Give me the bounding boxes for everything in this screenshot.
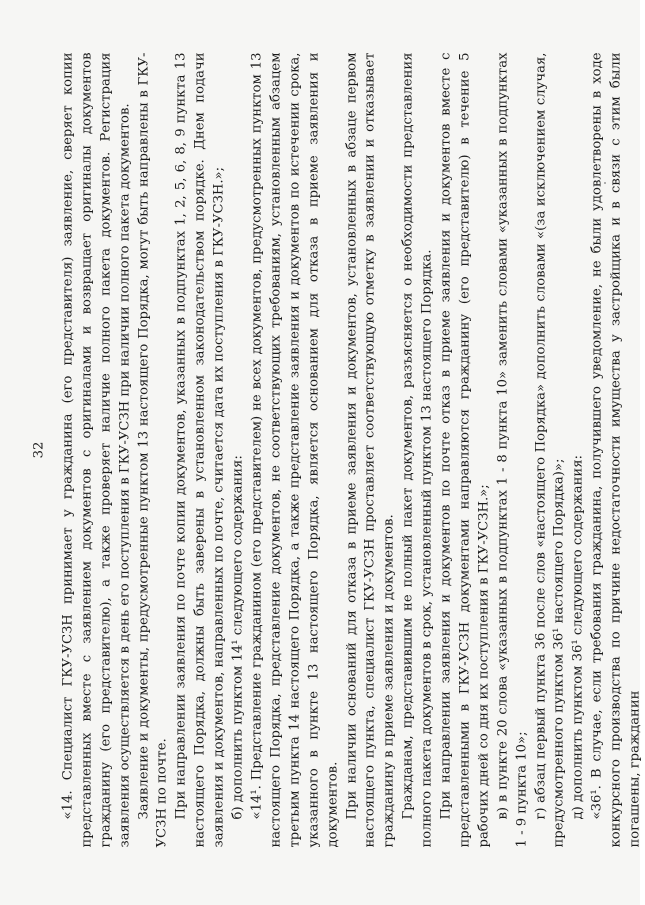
paragraph-14: «14. Специалист ГКУ-УСЗН принимает у гражданина (его представителя) заявление, сверяет копии представленных вместе с заявлением документов с оригиналами и возвращает оригиналы документов гражданину (его представителю), а также проверяет наличие полного пакета документов. Регистрация заявления осуществляется в день его поступления в ГКУ-УСЗН при наличии полного пакета документов. xyxy=(59,52,132,847)
paragraph-amend-v: в) в пункте 20 слова «указанных в подпунктах 1 - 8 пункта 10» заменить словами «указанных в подпунктах 1 - 9 пункта 10»; xyxy=(494,52,529,847)
paragraph-mail-copies: При направлении заявления по почте копии документов, указанных в подпунктах 1, 2, 5, 6, 8, 9 пункта 13 настоящего Порядка, должны быть заверены в установленном законодательством порядке. Днем подачи заявления и документов, направленных по почте, считается дата их поступления в ГКУ-УСЗН.»; xyxy=(173,52,227,847)
paragraph-amend-b: б) дополнить пунктом 14¹ следующего содержания: xyxy=(230,454,246,819)
paragraph-amend-d: д) дополнить пунктом 36¹ следующего содержания: xyxy=(570,454,586,819)
paragraph-refusal-grounds: При наличии оснований для отказа в приеме заявления и документов, установленных в абзаце первом настоящего пункта, специалист ГКУ-УСЗН проставляет соответствующую отметку в заявлении и отказывает гражданину в приеме заявления и документов. xyxy=(343,52,397,847)
paragraph-mail-submission: Заявление и документы, предусмотренные пунктом 13 настоящего Порядка, могут быть направлены в ГКУ-УСЗН по почте. xyxy=(135,52,170,847)
paragraph-incomplete-package: Гражданам, представившим не полный пакет документов, разъясняется о необходимости представления полного пакета документов в срок, установленный пунктом 13 настоящего Порядка. xyxy=(400,52,435,847)
paragraph-mail-refusal: При направлении заявления и документов по почте отказ в приеме заявления и документов вместе с представленными в ГКУ-УСЗН документами направляются гражданину (его представителю) в течение 5 рабочих дней со дня их поступления в ГКУ-УСЗН.»; xyxy=(438,52,491,847)
paragraph-amend-g: г) абзац первый пункта 36 после слов «настоящего Порядка» дополнить словами «(за исключением случая, предусмотренного пунктом 36¹ настоящего Порядка)»; xyxy=(532,52,567,847)
paragraph-14-1: «14¹. Представление гражданином (его представителем) не всех документов, предусмотренных пунктом 13 настоящего Порядка, представление документов, не соответствующих требованиям, установленным абзацем третьим пункта 14 настоящего Порядка, а также представление заявления и документов по истечении срока, указанного в пункте 13 настоящего Порядка, является основанием для отказа в приеме заявления и документов. xyxy=(248,52,340,847)
paragraph-36-1: «36¹. В случае, если требования гражданина, получившего уведомление, не были удовлетворены в ходе конкурсного производства по причине недостаточности имущества у застройщика и в связи с этим были погашены, гражданин xyxy=(589,52,643,847)
page-number: 32 xyxy=(31,441,46,458)
